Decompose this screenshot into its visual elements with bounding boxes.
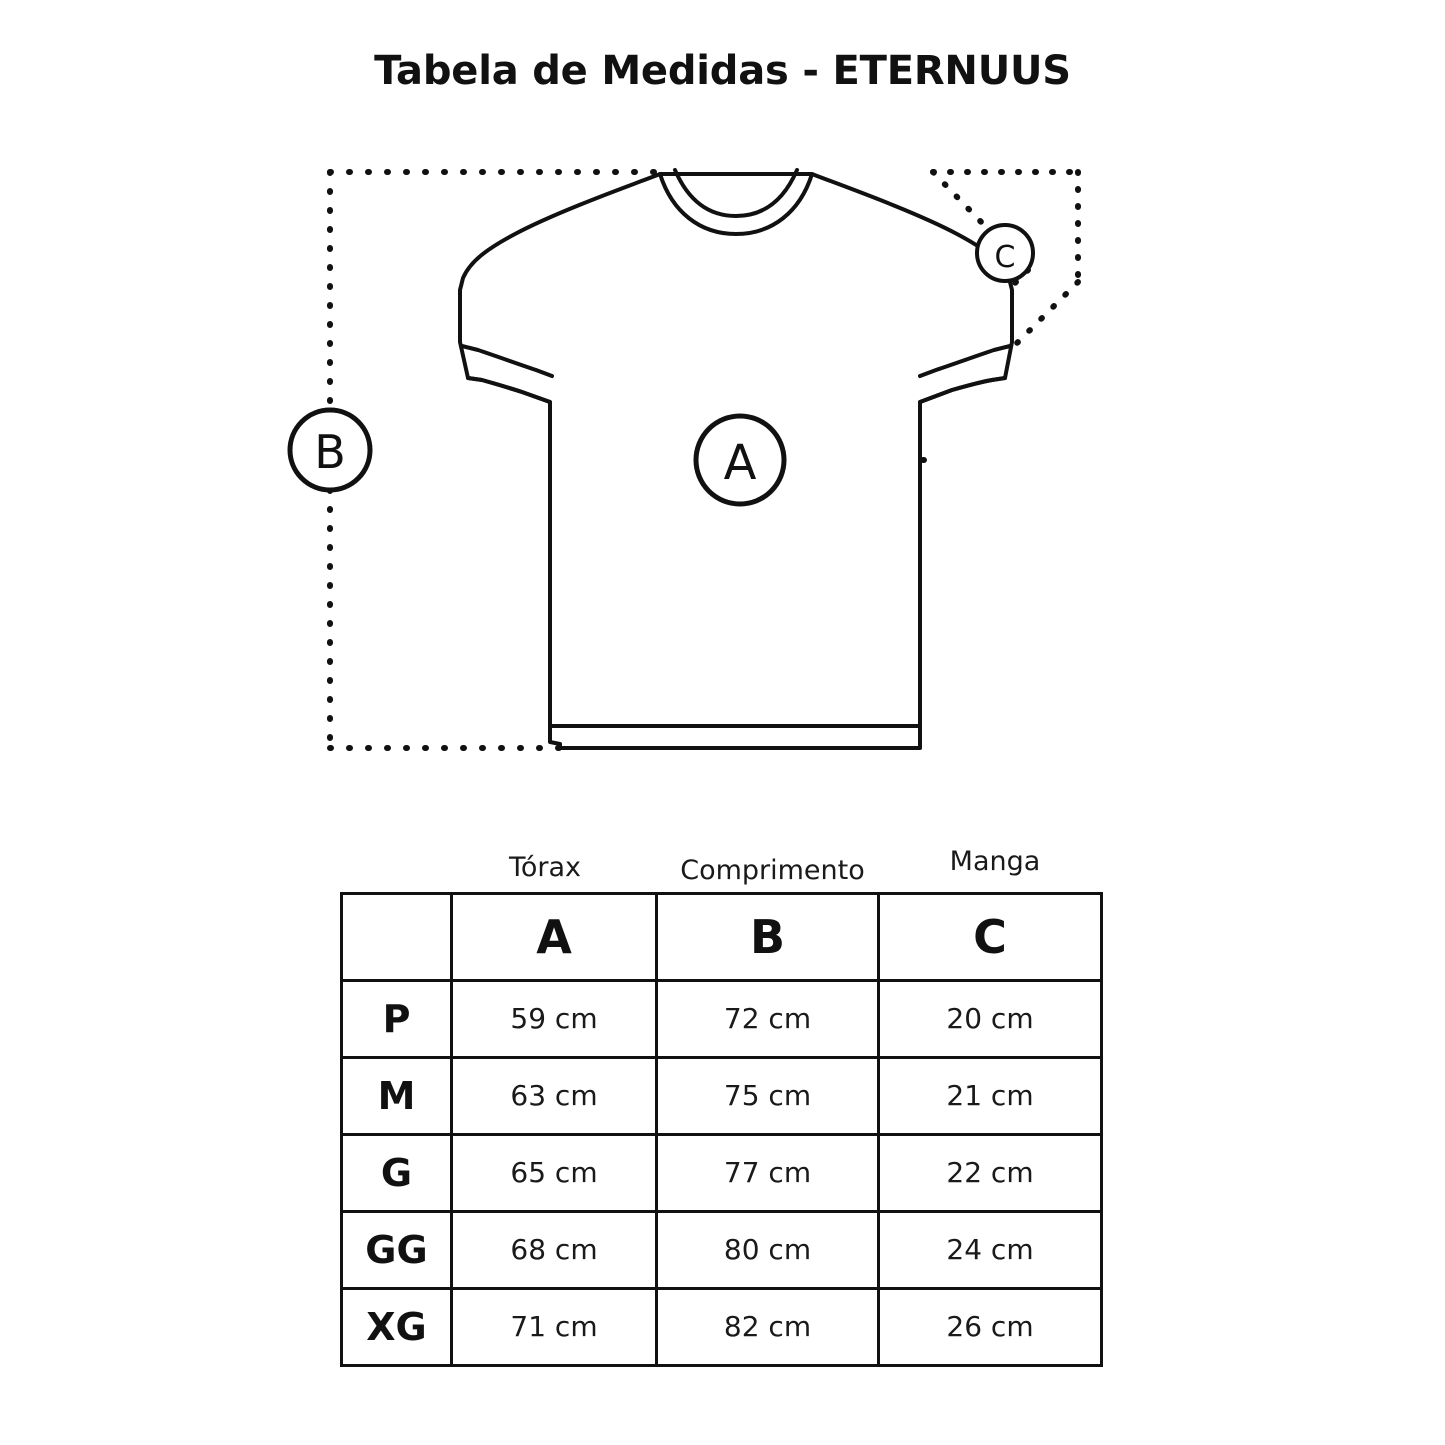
measurements-table [340,892,1103,1367]
row-size: XG [342,1289,452,1366]
table-row [342,1212,1102,1289]
table-row [342,1058,1102,1135]
measurements-table-wrap [340,840,1100,1367]
row-chest: 71 cm [452,1289,657,1366]
row-length: 75 cm [657,1058,879,1135]
chest-label-badge [696,416,784,504]
page-title: Tabela de Medidas - ETERNUUS [374,48,1071,94]
svg-text:A: A [723,435,757,491]
table-row [342,981,1102,1058]
table-row [342,1135,1102,1212]
row-size: G [342,1135,452,1212]
caption-chest: Tórax [508,852,582,883]
row-sleeve: 21 cm [879,1058,1102,1135]
svg-text:C: C [994,240,1016,275]
row-length: 72 cm [657,981,879,1058]
header-size-blank [342,894,452,981]
length-label-badge [290,410,370,490]
caption-length: Comprimento [680,855,865,886]
table-row [342,1289,1102,1366]
row-length: 80 cm [657,1212,879,1289]
column-captions [340,840,1100,892]
row-size: GG [342,1212,452,1289]
row-length: 77 cm [657,1135,879,1212]
row-sleeve: 26 cm [879,1289,1102,1366]
row-sleeve: 22 cm [879,1135,1102,1212]
row-size: M [342,1058,452,1135]
header-length: B [657,894,879,981]
row-size: P [342,981,452,1058]
row-chest: 59 cm [452,981,657,1058]
header-sleeve: C [879,894,1102,981]
tshirt-diagram [260,130,1200,790]
sleeve-label-badge [977,225,1033,281]
svg-text:B: B [314,425,346,479]
header-chest: A [452,894,657,981]
row-sleeve: 24 cm [879,1212,1102,1289]
row-chest: 68 cm [452,1212,657,1289]
row-chest: 63 cm [452,1058,657,1135]
caption-sleeve: Manga [949,846,1041,877]
row-sleeve: 20 cm [879,981,1102,1058]
table-header-row [342,894,1102,981]
row-length: 82 cm [657,1289,879,1366]
row-chest: 65 cm [452,1135,657,1212]
